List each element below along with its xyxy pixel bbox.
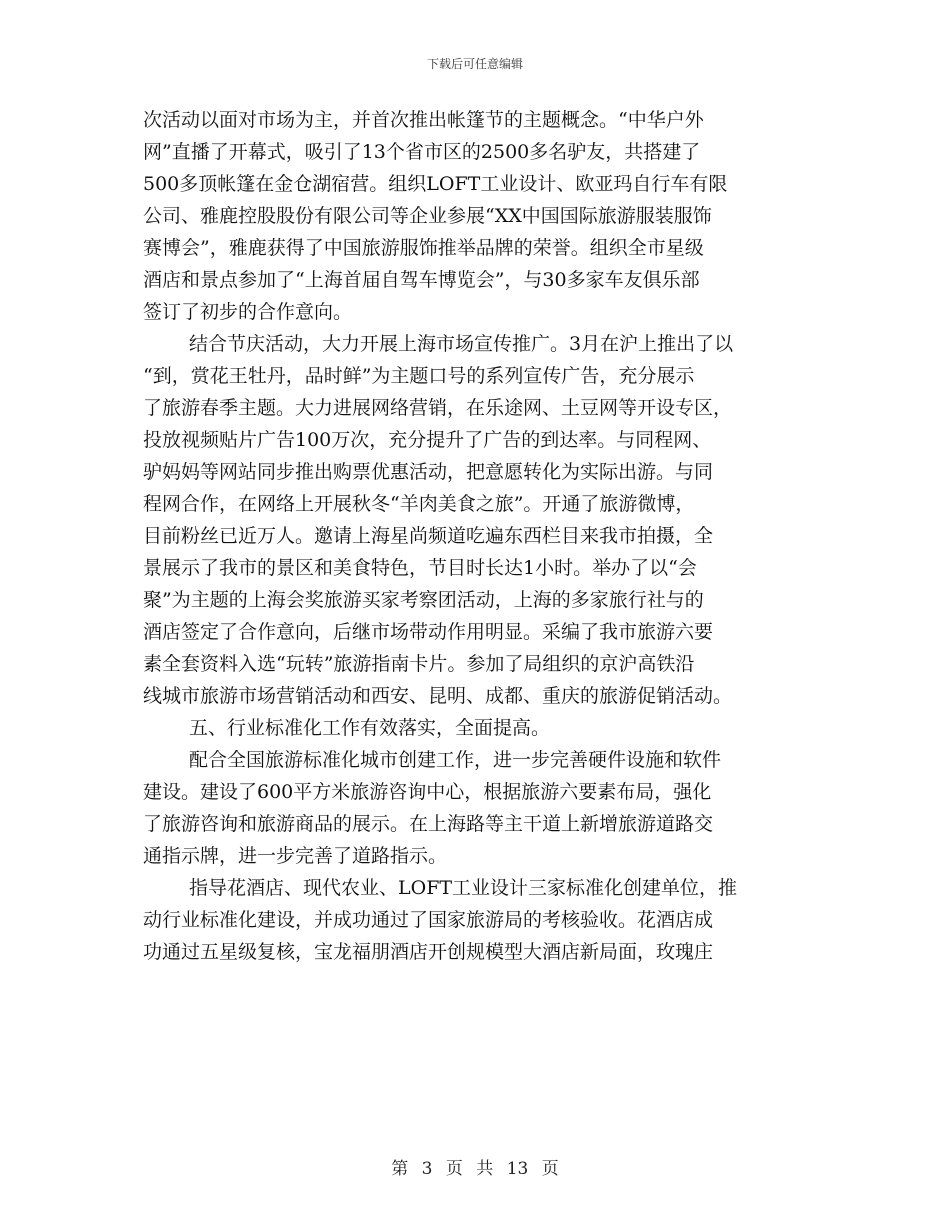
page-footer (0, 1154, 950, 1179)
text-line: 酒店和景点参加了“上海首届自驾车博览会”，与30多家车友俱乐部 (143, 269, 700, 291)
text-line: 景展示了我市的景区和美食特色，节目时长达1小时。举办了以“会 (143, 557, 697, 579)
text-line: 目前粉丝已近万人。邀请上海星尚频道吃遍东西栏目来我市拍摄，全 (143, 525, 714, 547)
footer-suffix: 页 (541, 1159, 559, 1179)
text-line: 配合全国旅游标准化城市创建工作，进一步完善硬件设施和软件 (189, 749, 722, 771)
text-line: “到，赏花王牡丹，品时鲜”为主题口号的系列宣传广告，充分展示 (143, 365, 695, 387)
text-line: 500多顶帐篷在金仓湖宿营。组织LOFT工业设计、欧亚玛自行车有限 (143, 173, 728, 195)
text-line: 五、行业标准化工作有效落实，全面提高。 (189, 717, 551, 739)
text-line: 了旅游春季主题。大力进展网络营销，在乐途网、土豆网等开设专区， (143, 397, 733, 419)
text-line: 赛博会”，雅鹿获得了中国旅游服饰推举品牌的荣誉。组织全市星级 (143, 237, 704, 259)
text-line: 指导花酒店、现代农业、LOFT工业设计三家标准化创建单位，推 (189, 877, 738, 899)
text-line: 聚”为主题的上海会奖旅游买家考察团活动，上海的多家旅行社与的 (143, 589, 704, 611)
current-page-number: 3 (421, 1159, 433, 1179)
text-line: 了旅游咨询和旅游商品的展示。在上海路等主干道上新增旅游道路交 (143, 813, 714, 835)
text-line: 结合节庆活动，大力开展上海市场宣传推广。3月在沪上推出了以 (189, 333, 734, 355)
text-line: 投放视频贴片广告100万次，充分提升了广告的到达率。与同程网、 (143, 429, 712, 451)
footer-prefix: 第 (391, 1159, 409, 1179)
text-line: 次活动以面对市场为主，并首次推出帐篷节的主题概念。“中华户外 (143, 109, 704, 131)
total-page-count: 13 (506, 1159, 529, 1179)
text-line: 公司、雅鹿控股股份有限公司等企业参展“XX中国国际旅游服装服饰 (143, 205, 712, 227)
text-line: 建设。建设了600平方米旅游咨询中心，根据旅游六要素布局，强化 (143, 781, 712, 803)
text-line: 动行业标准化建设，并成功通过了国家旅游局的考核验收。花酒店成 (143, 909, 714, 931)
text-line: 素全套资料入选“玩转”旅游指南卡片。参加了局组织的京沪高铁沿 (143, 653, 695, 675)
text-line: 驴妈妈等网站同步推出购票优惠活动，把意愿转化为实际出游。与同 (143, 461, 714, 483)
text-line: 线城市旅游市场营销活动和西安、昆明、成都、重庆的旅游促销活动。 (143, 685, 733, 707)
text-line: 签订了初步的合作意向。 (143, 301, 353, 323)
page-header-note: 下载后可任意编辑 (426, 57, 523, 71)
text-line: 程网合作，在网络上开展秋冬“羊肉美食之旅”。开通了旅游微博， (143, 493, 695, 515)
text-line: 酒店签定了合作意向，后继市场带动作用明显。采编了我市旅游六要 (143, 621, 714, 643)
text-line: 通指示牌，进一步完善了道路指示。 (143, 845, 448, 867)
document-body (143, 104, 811, 968)
footer-page-word: 页 (445, 1159, 463, 1179)
footer-total-word: 共 (476, 1159, 494, 1179)
text-line: 功通过五星级复核，宝龙福朋酒店开创规模型大酒店新局面，玫瑰庄 (143, 941, 714, 963)
text-line: 网”直播了开幕式，吸引了13个省市区的2500多名驴友，共搭建了 (143, 141, 701, 163)
